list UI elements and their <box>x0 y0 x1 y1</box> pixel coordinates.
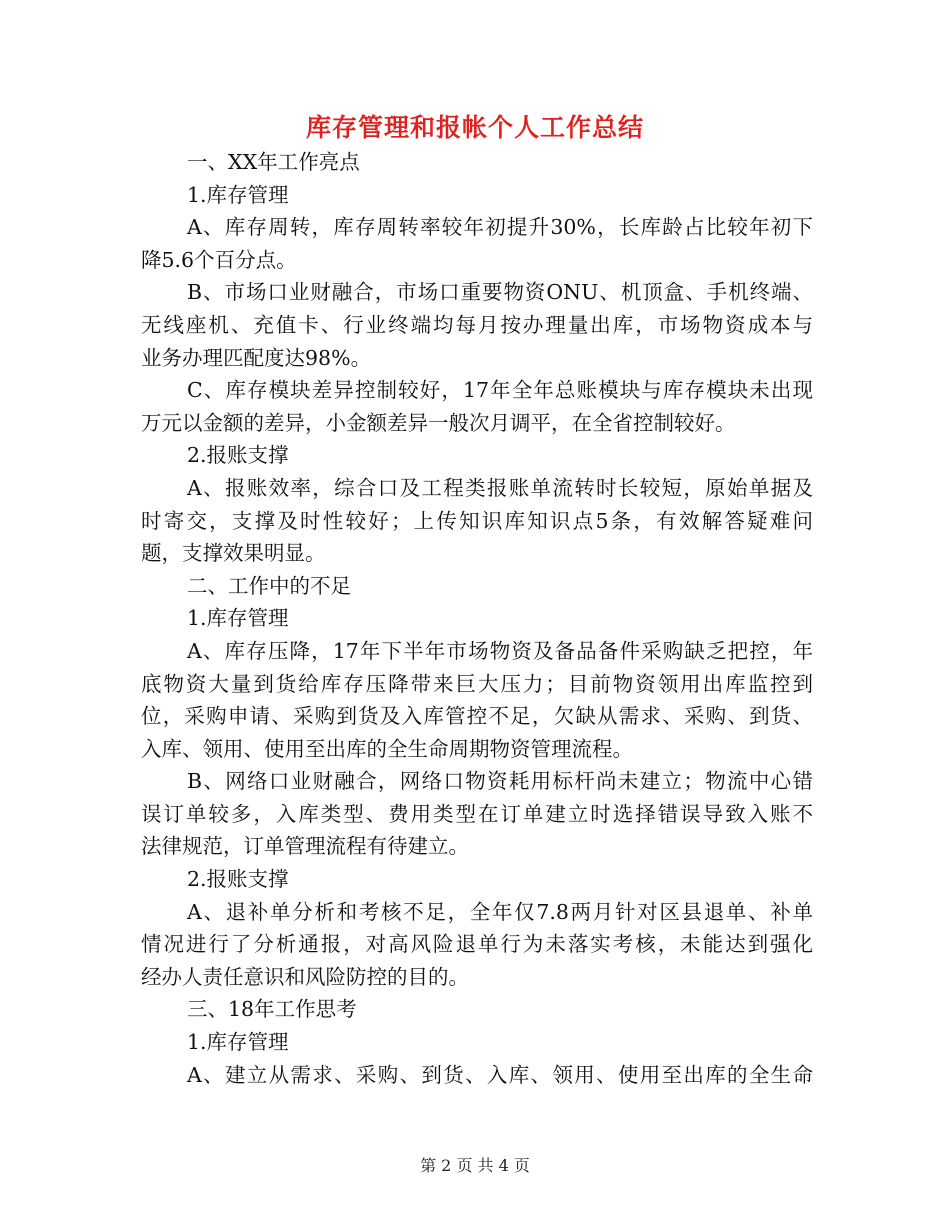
paragraph-line: B、市场口业财融合，市场口重要物资ONU、机顶盒、手机终端、 <box>187 280 813 305</box>
subsection-heading: 1.库存管理 <box>187 606 289 631</box>
paragraph-line: 位，采购申请、采购到货及入库管控不足，欠缺从需求、采购、到货、 <box>141 704 813 729</box>
paragraph-line: 业务办理匹配度达98%。 <box>141 345 372 370</box>
paragraph-line: 经办人责任意识和风险防控的目的。 <box>141 964 469 989</box>
paragraph-line: A、退补单分析和考核不足，全年仅7.8两月针对区县退单、补单 <box>187 899 813 924</box>
paragraph-line: 入库、领用、使用至出库的全生命周期物资管理流程。 <box>141 736 633 761</box>
subsection-heading: 1.库存管理 <box>187 1030 289 1055</box>
paragraph-line: A、建立从需求、采购、到货、入库、领用、使用至出库的全生命 <box>187 1062 813 1087</box>
paragraph-line: 无线座机、充值卡、行业终端均每月按办理量出库，市场物资成本与 <box>141 312 813 337</box>
paragraph-line: A、库存压降，17年下半年市场物资及备品备件采购缺乏把控，年 <box>187 638 813 663</box>
page-number-footer: 第 2 页 共 4 页 <box>420 1156 530 1175</box>
paragraph-line: 底物资大量到货给库存压降带来巨大压力；目前物资领用出库监控到 <box>141 671 813 696</box>
paragraph-line: 法律规范，订单管理流程有待建立。 <box>141 834 469 859</box>
document-title: 库存管理和报帐个人工作总结 <box>305 113 644 142</box>
paragraph-line: A、库存周转，库存周转率较年初提升30%，长库龄占比较年初下 <box>187 215 813 240</box>
section-heading: 三、18年工作思考 <box>187 997 357 1022</box>
paragraph-line: A、报账效率，综合口及工程类报账单流转时长较短，原始单据及 <box>187 475 813 500</box>
subsection-heading: 2.报账支撑 <box>187 443 289 468</box>
paragraph-line: C、库存模块差异控制较好，17年全年总账模块与库存模块未出现 <box>187 378 813 403</box>
document-body <box>141 146 813 1091</box>
paragraph-line: 降5.6个百分点。 <box>141 247 297 272</box>
subsection-heading: 1.库存管理 <box>187 182 289 207</box>
section-heading: 二、工作中的不足 <box>187 573 351 598</box>
paragraph-line: 万元以金额的差异，小金额差异一般次月调平，在全省控制较好。 <box>141 410 736 435</box>
paragraph-line: 误订单较多，入库类型、费用类型在订单建立时选择错误导致入账不 <box>141 801 813 826</box>
paragraph-line: 题，支撑效果明显。 <box>141 541 326 566</box>
paragraph-line: B、网络口业财融合，网络口物资耗用标杆尚未建立；物流中心错 <box>187 769 813 794</box>
paragraph-line: 时寄交，支撑及时性较好；上传知识库知识点5条，有效解答疑难问 <box>141 508 813 533</box>
subsection-heading: 2.报账支撑 <box>187 867 289 892</box>
section-heading: 一、XX年工作亮点 <box>187 150 360 174</box>
paragraph-line: 情况进行了分析通报，对高风险退单行为未落实考核，未能达到强化 <box>141 932 813 957</box>
